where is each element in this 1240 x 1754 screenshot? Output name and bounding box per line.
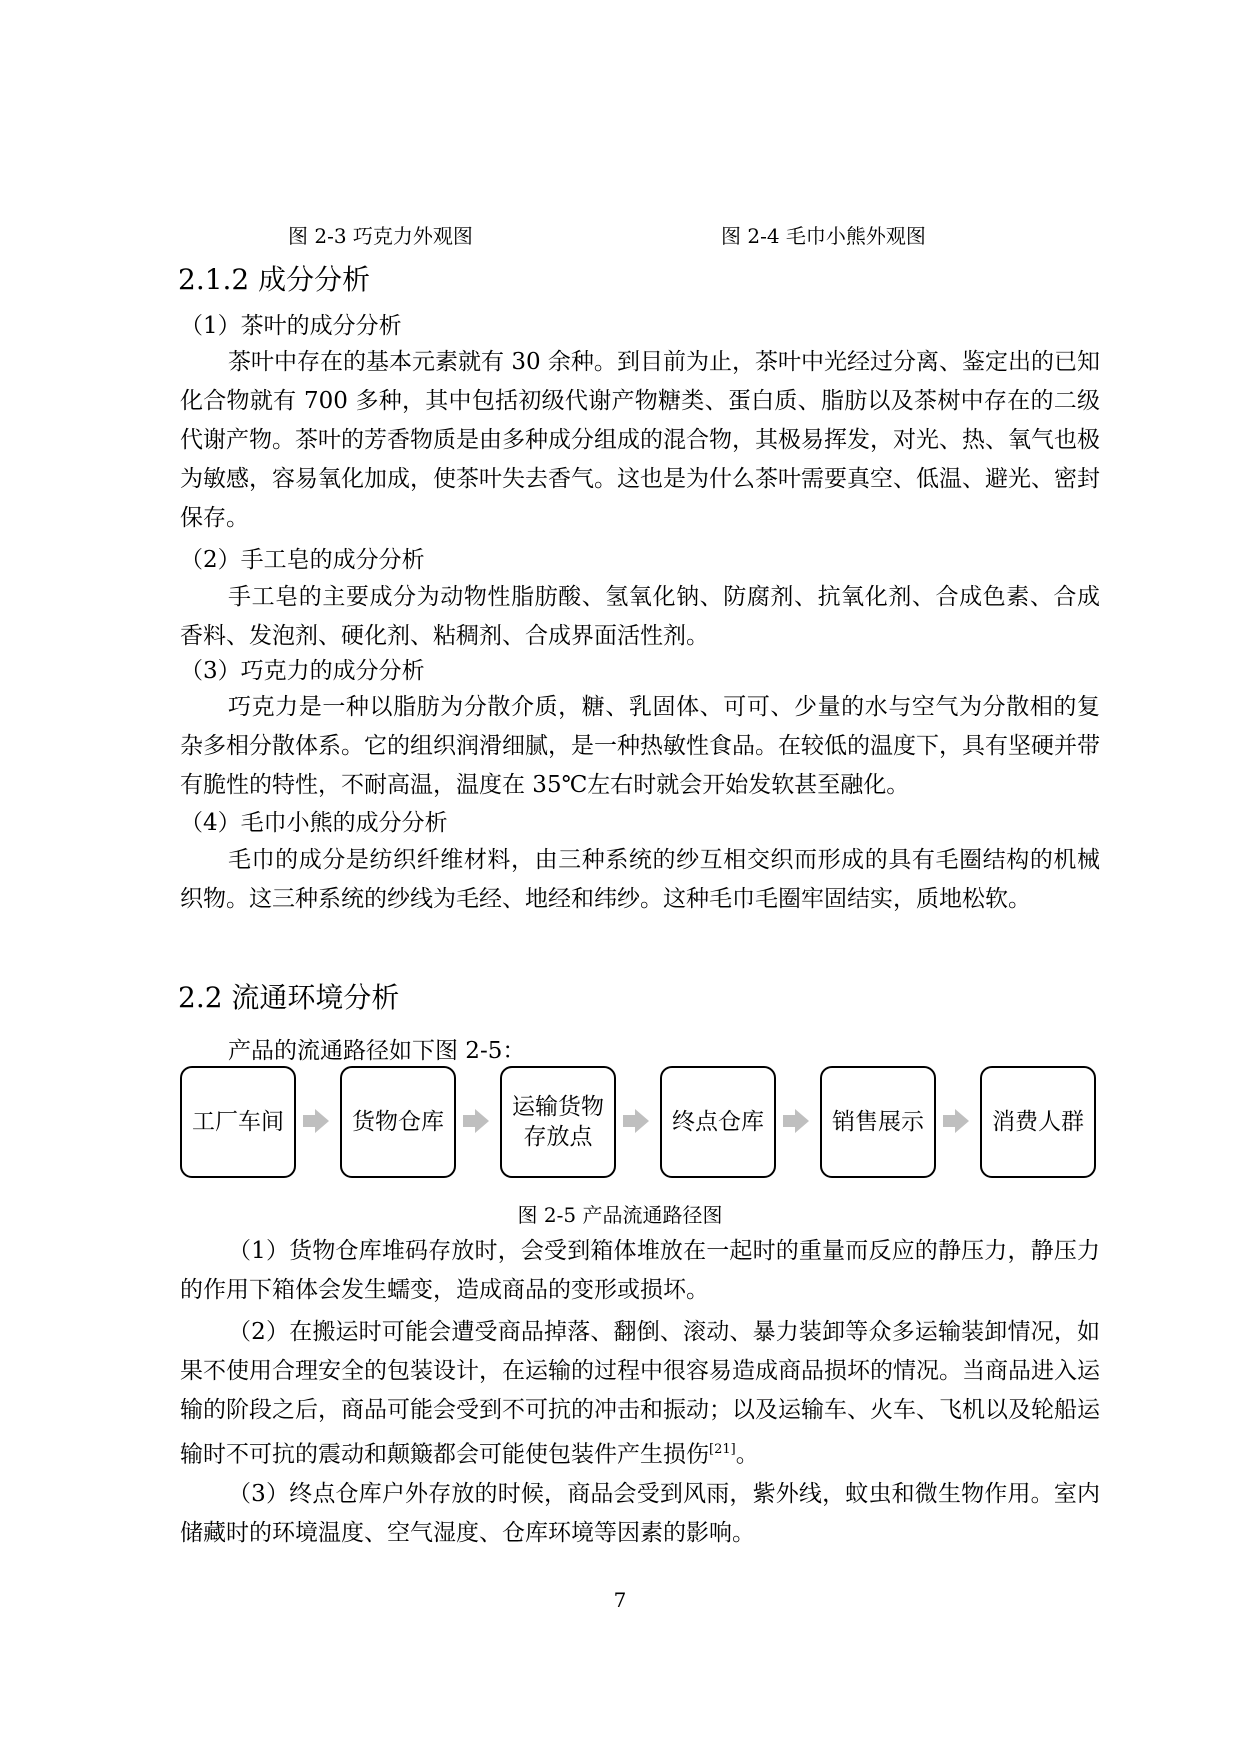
paragraph-soap-text: 手工皂的主要成分为动物性脂肪酸、氢氧化钠、防腐剂、抗氧化剂、合成色素、合成香料、发泡剂、硬化剂、粘稠剂、合成界面活性剂。 [180,584,1100,649]
flow-step-transport-storage: 运输货物存放点 [500,1066,616,1178]
figure-caption-2-5: 图 2-5 产品流通路径图 [517,1203,723,1227]
paragraph-chocolate [180,688,1100,805]
item-title-chocolate: （3）巧克力的成分分析 [180,658,425,684]
paragraph-handling-tail: 。 [735,1441,759,1468]
item-title-towel-bear: （4）毛巾小熊的成分分析 [180,810,448,836]
flow-step-warehouse: 货物仓库 [340,1066,456,1178]
paragraph-handling [180,1313,1100,1475]
arrow-right-icon [943,1109,969,1133]
paragraph-tea-text: 茶叶中存在的基本元素就有 30 余种。到目前为止，茶叶中光经过分离、鉴定出的已知化合物就有 700 多种，其中包括初级代谢产物糖类、蛋白质、脂肪以及茶树中存在的二级代谢产物。茶叶的芳香物质是由多种成分组成的混合物，其极易挥发，对光、热、氧气也极为敏感，容易氧化加成，使茶叶失去香气。这也是为什么茶叶需要真空、低温、避光、密封保存。 [180,349,1100,531]
item-title-tea: （1）茶叶的成分分析 [180,313,402,339]
citation-ref: [21] [709,1442,736,1457]
paragraph-handling-text: （2）在搬运时可能会遭受商品掉落、翻倒、滚动、暴力装卸等众多运输装卸情况，如果不使用合理安全的包装设计，在运输的过程中很容易造成商品损坏的情况。当商品进入运输的阶段之后，商品可能会受到不可抗的冲击和振动；以及运输车、火车、飞机以及轮船运输时不可抗的震动和颠簸都会可能使包装件产生损伤 [180,1319,1100,1468]
paragraph-warehouse-pressure-text: （1）货物仓库堆码存放时，会受到箱体堆放在一起时的重量而反应的静压力，静压力的作用下箱体会发生蠕变，造成商品的变形或损坏。 [180,1238,1100,1303]
paragraph-towel-bear-text: 毛巾的成分是纺织纤维材料，由三种系统的纱互相交织而形成的具有毛圈结构的机械织物。这三种系统的纱线为毛经、地经和纬纱。这种毛巾毛圈牢固结实，质地松软。 [180,847,1100,912]
arrow-right-icon [623,1109,649,1133]
page-number: 7 [613,1588,627,1612]
item-title-soap: （2）手工皂的成分分析 [180,547,425,573]
paragraph-outdoor-storage [180,1475,1100,1553]
section-heading-2-2: 2.2 流通环境分析 [178,981,400,1014]
flow-step-factory: 工厂车间 [180,1066,296,1178]
paragraph-warehouse-pressure [180,1232,1100,1310]
paragraph-soap [180,578,1100,656]
paragraph-chocolate-text: 巧克力是一种以脂肪为分散介质，糖、乳固体、可可、少量的水与空气为分散相的复杂多相分散体系。它的组织润滑细腻，是一种热敏性食品。在较低的温度下，具有坚硬并带有脆性的特性，不耐高温，温度在 35℃左右时就会开始发软甚至融化。 [180,694,1100,798]
flow-step-final-warehouse: 终点仓库 [660,1066,776,1178]
arrow-right-icon [303,1109,329,1133]
figure-caption-2-4: 图 2-4 毛巾小熊外观图 [721,224,926,248]
figure-caption-2-3: 图 2-3 巧克力外观图 [288,224,473,248]
paragraph-towel-bear [180,841,1100,919]
flow-step-consumers: 消费人群 [980,1066,1096,1178]
paragraph-outdoor-storage-text: （3）终点仓库户外存放的时候，商品会受到风雨，紫外线，蚊虫和微生物作用。室内储藏时的环境温度、空气湿度、仓库环境等因素的影响。 [180,1481,1100,1546]
paragraph-tea [180,343,1100,538]
flow-step-sales-display: 销售展示 [820,1066,936,1178]
arrow-right-icon [783,1109,809,1133]
section-heading-2-1-2: 2.1.2 成分分析 [178,263,371,296]
flow-intro: 产品的流通路径如下图 2-5： [228,1038,526,1064]
arrow-right-icon [463,1109,489,1133]
